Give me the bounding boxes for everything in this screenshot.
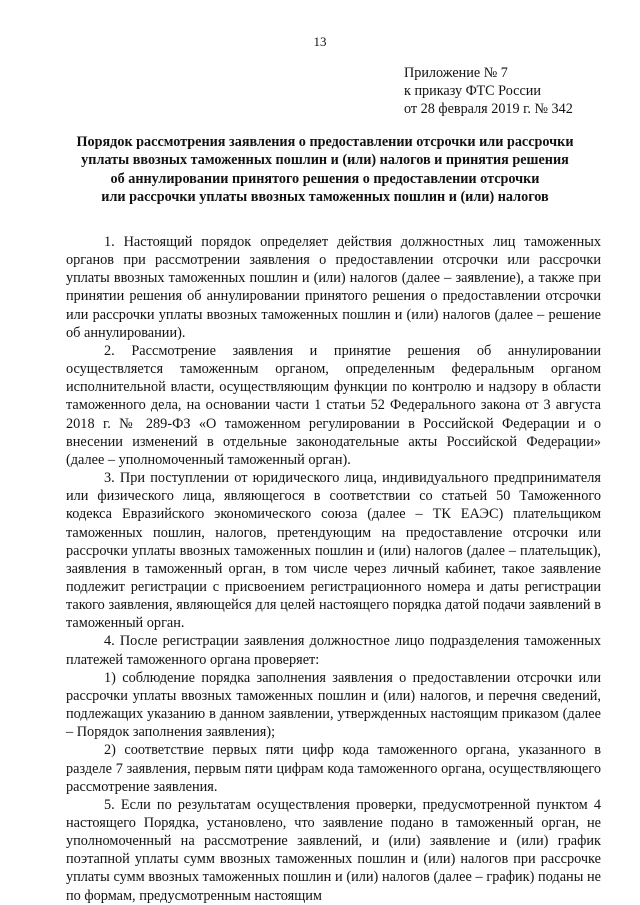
appendix-reference xyxy=(404,64,573,118)
title-line: уплаты ввозных таможенных пошлин и (или) налогов и принятия решения xyxy=(81,152,569,169)
appendix-line: Приложение № 7 xyxy=(404,65,508,81)
appendix-line: к приказу ФТС России xyxy=(404,83,541,99)
title-line: об аннулировании принятого решения о предоставлении отсрочки xyxy=(110,170,540,187)
paragraph: 3. При поступлении от юридического лица, индивидуального предпринимателя или физического лица, являющегося в соответствии со статьей 50 Таможенного кодекса Евразийского экономического союза (далее – ТК ЕАЭС) плательщиком таможенных пошлин, налогов, претендующим на предоставление отсрочки или рассрочки уплаты ввозных таможенных пошлин и (или) налогов (далее – плательщик), заявления в таможенный орган, в том числе через личный кабинет, такое заявление подлежит регистрации с присвоением регистрационного номера и даты регистрации такого заявления, являющейся для целей настоящего порядка датой подачи заявлений в таможенный орган. xyxy=(66,470,601,632)
page-number: 13 xyxy=(313,34,327,49)
paragraph: 4. После регистрации заявления должностное лицо подразделения таможенных платежей таможенного органа проверяет: xyxy=(66,633,601,668)
appendix-line: от 28 февраля 2019 г. № 342 xyxy=(404,101,573,117)
title-line: Порядок рассмотрения заявления о предоставлении отсрочки или рассрочки xyxy=(76,134,574,150)
paragraph: 1. Настоящий порядок определяет действия должностных лиц таможенных органов при рассмотрении заявления о предоставлении отсрочки или рассрочки уплаты ввозных таможенных пошлин и (или) налогов (далее – заявление), а также при принятии решения об аннулировании принятого решения о предоставлении отсрочки или рассрочки уплаты ввозных таможенных пошлин и (или) налогов (далее – решение об аннулировании). xyxy=(66,234,601,341)
title-line: или рассрочки уплаты ввозных таможенных пошлин и (или) налогов xyxy=(101,188,549,205)
sub-paragraph: 1) соблюдение порядка заполнения заявления о предоставлении отсрочки или рассрочки уплаты ввозных таможенных пошлин и (или) налогов, и перечня сведений, подлежащих указанию в данном заявлении, утвержденных настоящим приказом (далее – Порядок заполнения заявления); xyxy=(66,669,601,741)
document-title xyxy=(60,133,590,206)
paragraph: 2. Рассмотрение заявления и принятие решения об аннулировании осуществляется таможенным органом, определенным федеральным органом исполнительной власти, осуществляющим функции по контролю и надзору в области таможенного дела, на основании части 1 статьи 52 Федерального закона от 3 августа 2018 г. № 289-ФЗ «О таможенном регулировании в Российской Федерации и о внесении изменений в отдельные законодательные акты Российской Федерации» (далее – уполномоченный таможенный орган). xyxy=(66,342,601,468)
paragraph: 5. Если по результатам осуществления проверки, предусмотренной пунктом 4 настоящего Порядка, установлено, что заявление подано в таможенный орган, не уполномоченный на рассмотрение заявлений, и (или) заявление и (или) график поэтапной уплаты сумм ввозных таможенных пошлин и (или) налогов при рассрочке уплаты сумм ввозных таможенных пошлин и (или) налогов (далее – график) поданы не по формам, предусмотренным настоящим xyxy=(66,796,601,904)
document-body xyxy=(66,233,601,905)
sub-paragraph: 2) соответствие первых пяти цифр кода таможенного органа, указанного в разделе 7 заявления, первым пяти цифрам кода таможенного органа, осуществляющего рассмотрение заявления. xyxy=(66,742,601,795)
